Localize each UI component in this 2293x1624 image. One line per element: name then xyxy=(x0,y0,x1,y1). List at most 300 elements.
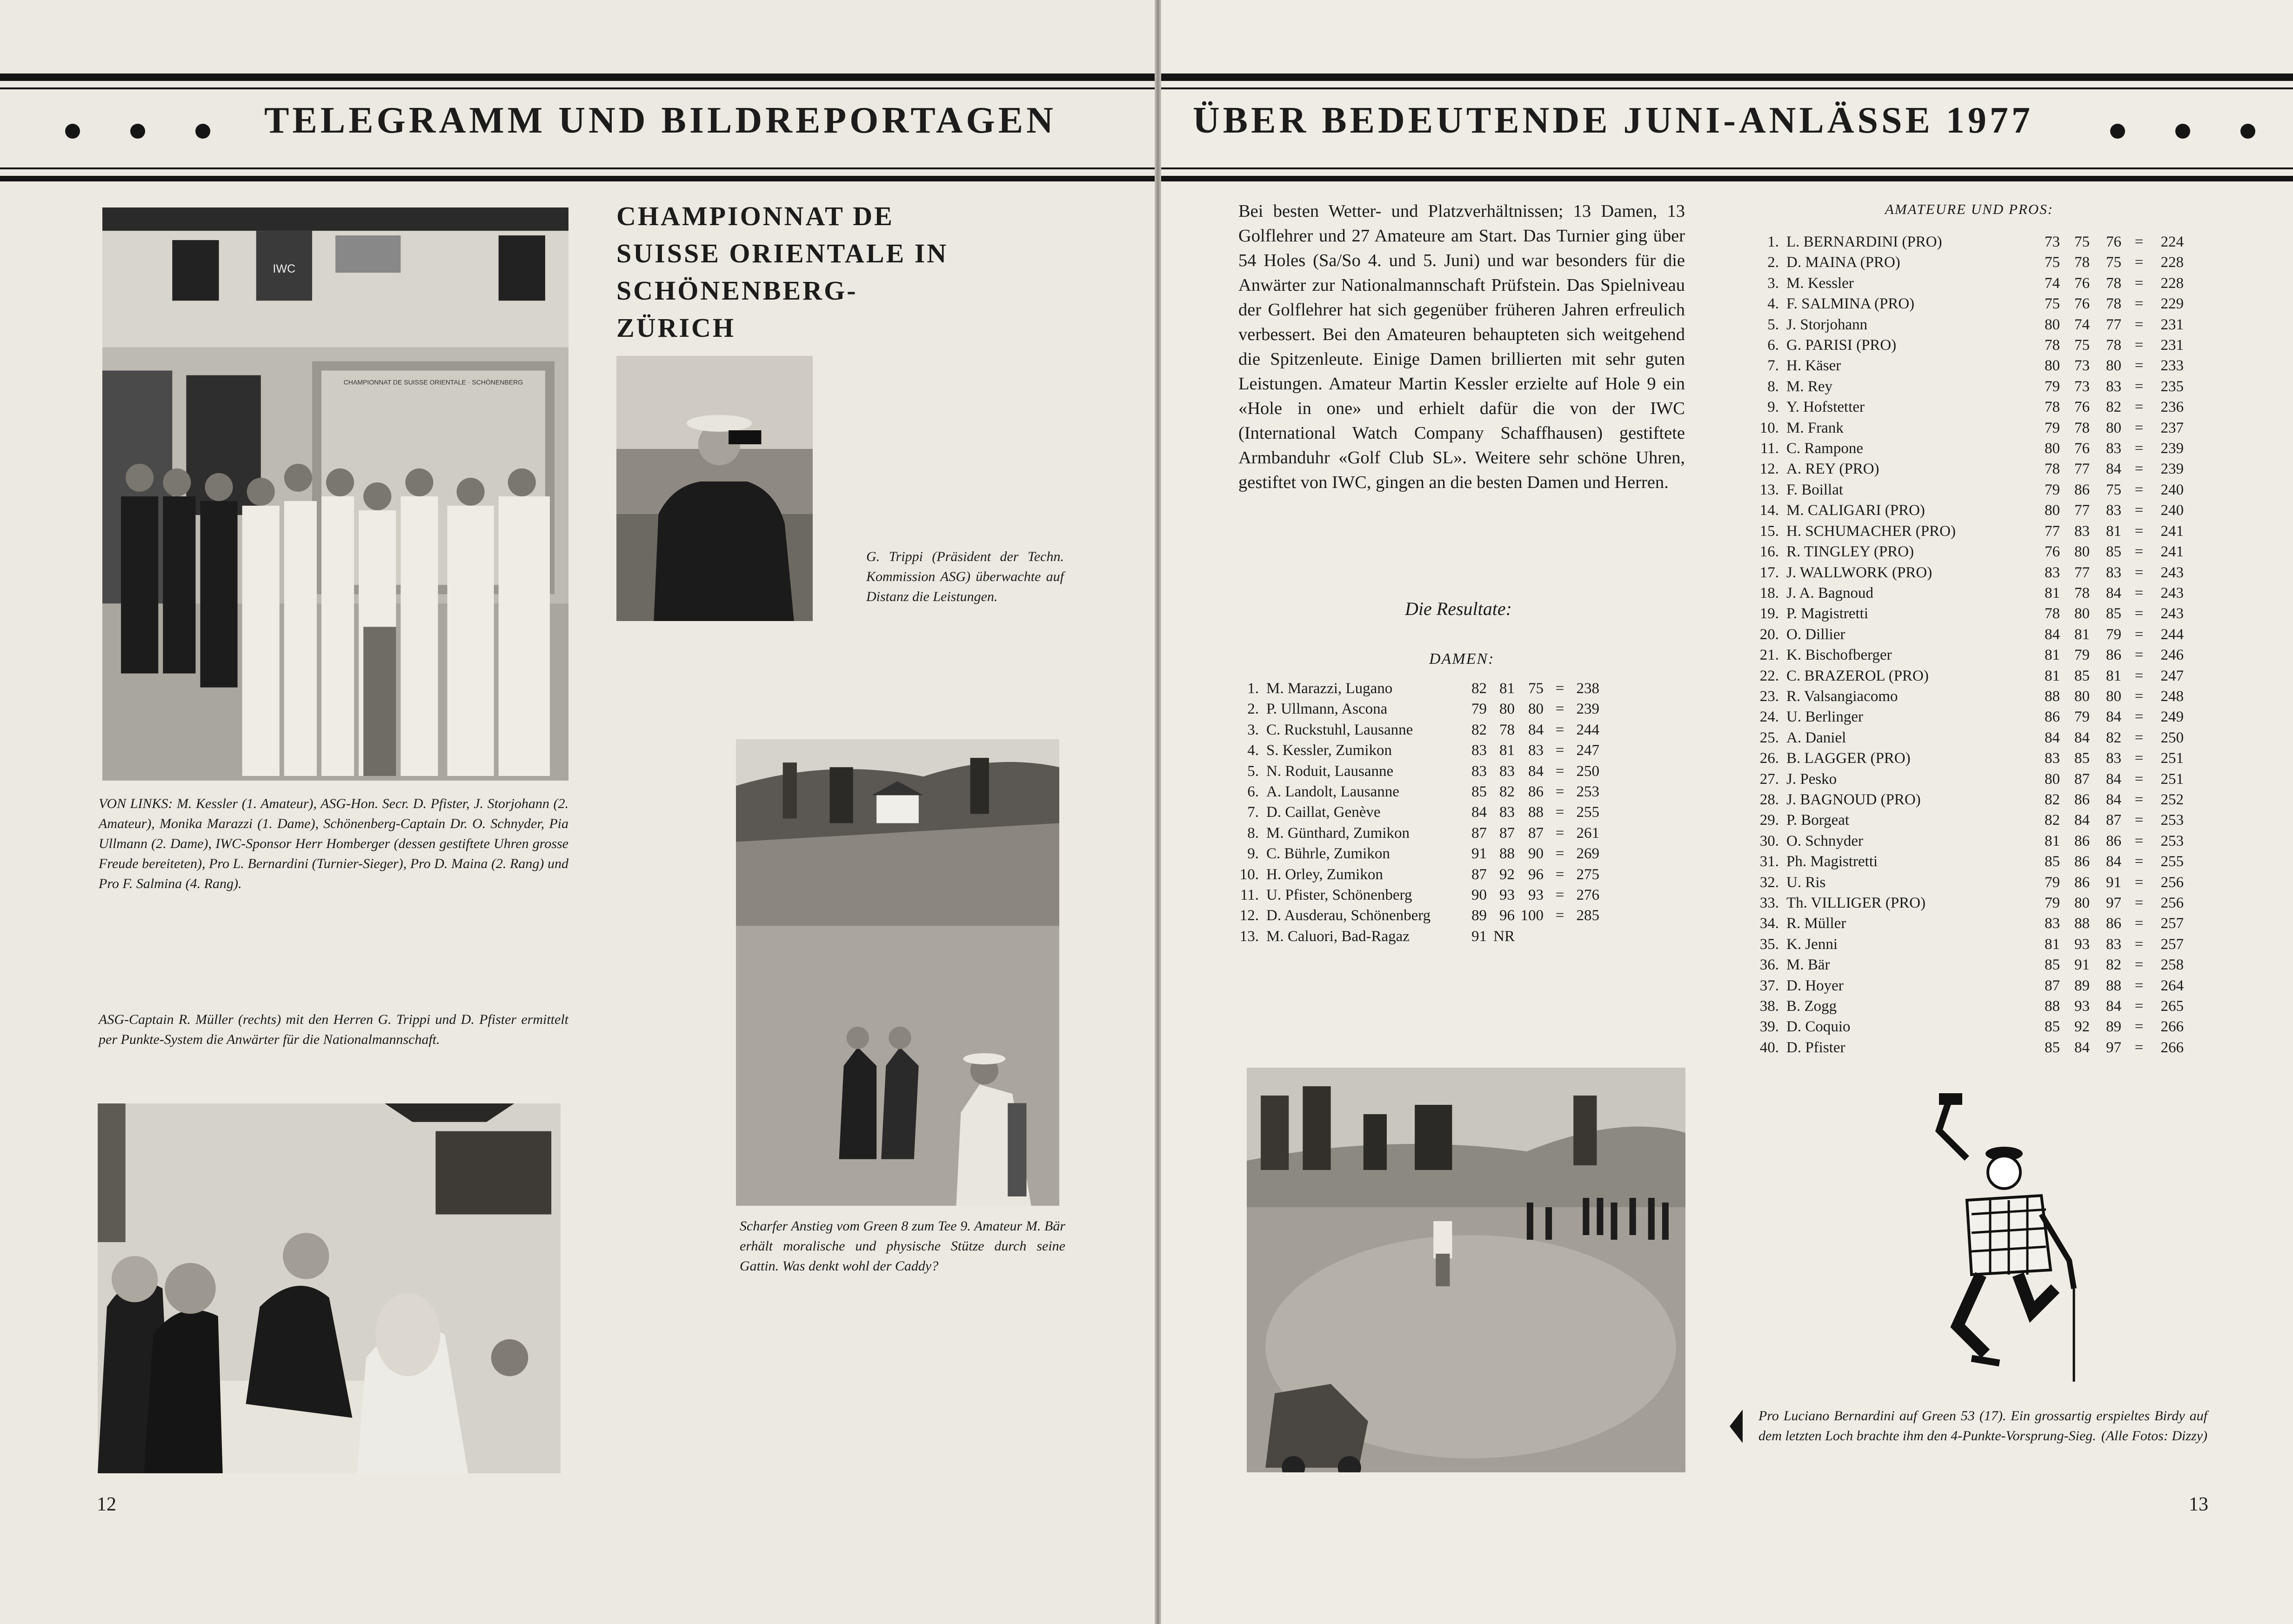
round1-cell: 79 xyxy=(1471,701,1487,718)
total-cell: 243 xyxy=(2160,584,2184,601)
result-row xyxy=(1758,583,2184,603)
round3-cell: 86 xyxy=(1528,783,1544,801)
total-cell: 250 xyxy=(1576,762,1599,780)
round3-cell: 88 xyxy=(2106,977,2121,994)
round3-cell: 76 xyxy=(2106,234,2121,250)
name-cell: U. Pfister, Schönenberg xyxy=(1266,887,1412,904)
equals-cell: = xyxy=(2134,812,2144,829)
round2-cell: 92 xyxy=(2074,1018,2090,1036)
round1-cell: 82 xyxy=(2045,791,2060,808)
result-row xyxy=(1238,843,1599,864)
rank-cell: 29. xyxy=(1759,812,1779,829)
equals-cell: = xyxy=(2134,874,2144,891)
result-row xyxy=(1758,314,2184,335)
result-row xyxy=(1238,864,1599,885)
result-row xyxy=(1758,748,2184,769)
name-cell: M. Marazzi, Lugano xyxy=(1266,680,1393,697)
name-cell: J. Pesko xyxy=(1786,770,1837,788)
round1-cell: 78 xyxy=(2045,399,2060,416)
name-cell: D. Pfister xyxy=(1786,1039,1845,1056)
result-row xyxy=(1758,831,2184,851)
round2-cell: 93 xyxy=(2074,936,2090,953)
round3-cell: 90 xyxy=(1528,845,1544,862)
round1-cell: 81 xyxy=(2045,584,2060,601)
rank-cell: 5. xyxy=(1247,762,1259,780)
result-row xyxy=(1758,1016,2184,1037)
result-row xyxy=(1758,603,2184,624)
round1-cell: 84 xyxy=(2045,729,2060,746)
result-row xyxy=(1758,562,2184,583)
result-row xyxy=(1238,782,1599,802)
total-cell: 258 xyxy=(2160,956,2184,974)
page-gutter xyxy=(1155,0,1161,1624)
total-cell: 240 xyxy=(2160,502,2184,519)
round1-cell: 80 xyxy=(2045,440,2060,457)
round2-cell: 75 xyxy=(2074,337,2090,354)
round1-cell: 81 xyxy=(2045,667,2060,684)
round2-cell: 93 xyxy=(1499,887,1515,904)
round2-cell: 81 xyxy=(2074,626,2090,643)
rank-cell: 10. xyxy=(1239,866,1259,883)
round1-cell: 80 xyxy=(2045,357,2060,374)
round3-cell: 84 xyxy=(1528,721,1544,738)
result-row xyxy=(1758,976,2184,996)
total-cell: 269 xyxy=(1576,845,1599,862)
total-cell: 239 xyxy=(2160,440,2184,457)
round2-cell: 75 xyxy=(2074,234,2090,250)
rank-cell: 12. xyxy=(1759,461,1779,478)
total-cell: 228 xyxy=(2160,254,2184,271)
result-row xyxy=(1238,823,1599,843)
bullet-dot xyxy=(65,124,80,139)
equals-cell xyxy=(1548,926,1571,947)
total-cell: 257 xyxy=(2160,936,2184,953)
round3-cell: 78 xyxy=(2106,274,2121,292)
round3-cell: 81 xyxy=(2106,667,2121,684)
name-cell: Th. VILLIGER (PRO) xyxy=(1786,895,1926,911)
result-row xyxy=(1758,480,2184,500)
rank-cell: 19. xyxy=(1759,605,1779,622)
rank-cell: 5. xyxy=(1767,316,1779,333)
round1-cell: 91 xyxy=(1471,928,1487,945)
total-cell: 241 xyxy=(2160,543,2184,561)
rank-cell: 4. xyxy=(1247,742,1259,759)
equals-cell: = xyxy=(2134,729,2144,746)
equals-cell: = xyxy=(2134,234,2144,250)
iwc-sign-text: IWC xyxy=(273,262,296,276)
round2-cell: 77 xyxy=(2074,502,2090,519)
round3-cell: 86 xyxy=(2106,832,2121,849)
equals-cell: = xyxy=(2134,977,2144,994)
result-row xyxy=(1758,335,2184,355)
round2-cell: 88 xyxy=(1499,845,1515,862)
round1-cell: 84 xyxy=(1471,804,1487,821)
round2-cell: 77 xyxy=(2074,461,2090,478)
round3-cell: 84 xyxy=(2106,791,2121,808)
round3-cell: 85 xyxy=(2106,543,2121,561)
round1-cell: 87 xyxy=(1471,866,1487,883)
equals-cell: = xyxy=(2134,316,2144,333)
rank-cell: 11. xyxy=(1760,440,1779,457)
equals-cell: = xyxy=(1555,762,1564,780)
rank-cell: 33. xyxy=(1759,895,1779,911)
rank-cell: 30. xyxy=(1759,832,1779,849)
total-cell: 231 xyxy=(2160,337,2184,354)
caption-mueller: ASG-Captain R. Müller (rechts) mit den Herren G. Trippi und D. Pfister ermittelt per Punkte-System die Anwärter für die Nationalmannschaft. xyxy=(99,1012,568,1047)
result-row xyxy=(1238,678,1599,699)
round2-cell: 79 xyxy=(2074,708,2090,726)
name-cell: A. Landolt, Lausanne xyxy=(1266,783,1399,801)
result-row xyxy=(1758,851,2184,872)
name-cell: P. Borgeat xyxy=(1786,812,1850,829)
name-cell: M. Caluori, Bad-Ragaz xyxy=(1266,928,1410,945)
equals-cell: = xyxy=(2134,956,2144,974)
rank-cell: 22. xyxy=(1759,667,1779,684)
equals-cell: = xyxy=(2134,688,2144,705)
result-row xyxy=(1238,885,1599,905)
name-cell: M. Kessler xyxy=(1786,274,1854,292)
total-cell: 285 xyxy=(1576,907,1599,924)
round1-cell: 83 xyxy=(2045,750,2060,767)
equals-cell: = xyxy=(2134,254,2144,271)
total-cell: 275 xyxy=(1576,866,1599,883)
round1-cell: 79 xyxy=(2045,481,2060,498)
rank-cell: 12. xyxy=(1239,907,1259,924)
name-cell: A. REY (PRO) xyxy=(1786,461,1879,478)
name-cell: U. Berlinger xyxy=(1786,708,1863,726)
round3-cell: 84 xyxy=(2106,770,2121,788)
round1-cell: 82 xyxy=(2045,812,2060,829)
header-band-right xyxy=(1161,74,2293,181)
total-cell: 276 xyxy=(1576,887,1599,904)
rank-cell: 25. xyxy=(1759,729,1779,746)
total-cell: 253 xyxy=(2160,812,2184,829)
round2-cell: 91 xyxy=(2074,956,2090,974)
result-row xyxy=(1238,905,1599,926)
round1-cell: 81 xyxy=(2045,647,2060,664)
result-row xyxy=(1238,761,1599,782)
rank-cell: 9. xyxy=(1247,845,1259,862)
equals-cell: = xyxy=(2134,853,2144,870)
equals-cell: = xyxy=(2134,770,2144,788)
round2-cell: 86 xyxy=(2074,853,2090,870)
round2-cell: 83 xyxy=(2074,522,2090,540)
equals-cell: = xyxy=(2134,440,2144,457)
name-cell: O. Dillier xyxy=(1786,626,1845,643)
round1-cell: 78 xyxy=(2045,605,2060,622)
name-cell: B. LAGGER (PRO) xyxy=(1786,750,1911,767)
round1-cell: 74 xyxy=(2045,274,2060,292)
rank-cell: 13. xyxy=(1759,481,1779,498)
name-cell: R. TINGLEY (PRO) xyxy=(1786,543,1914,561)
round3-cell: 83 xyxy=(2106,750,2121,767)
rank-cell: 8. xyxy=(1767,378,1779,395)
rank-cell: 6. xyxy=(1767,337,1779,354)
name-cell: O. Schnyder xyxy=(1786,832,1863,849)
round1-cell: 80 xyxy=(2045,316,2060,333)
round3-cell: 100 xyxy=(1520,907,1544,924)
total-cell: 239 xyxy=(2160,461,2184,478)
round2-cell: 80 xyxy=(2074,543,2090,561)
round2-cell: 86 xyxy=(2074,832,2090,849)
name-cell: L. BERNARDINI (PRO) xyxy=(1786,234,1942,250)
amateure-title: AMATEURE UND PROS: xyxy=(1885,201,2054,217)
round3-cell: 96 xyxy=(1528,866,1544,883)
round1-cell: 88 xyxy=(2045,998,2060,1015)
round1-cell: 90 xyxy=(1471,887,1487,904)
equals-cell: = xyxy=(1555,783,1564,801)
round2-cell: 80 xyxy=(2074,605,2090,622)
rank-cell: 32. xyxy=(1759,874,1779,891)
equals-cell: = xyxy=(2134,584,2144,601)
name-cell: Y. Hofstetter xyxy=(1786,399,1865,416)
total-cell: 239 xyxy=(1576,701,1599,718)
round2-cell: 84 xyxy=(2074,812,2090,829)
result-row xyxy=(1758,769,2184,789)
rank-cell: 15. xyxy=(1759,522,1779,540)
round3-cell: 87 xyxy=(1528,824,1544,842)
round2-cell: 73 xyxy=(2074,378,2090,395)
result-row xyxy=(1758,459,2184,479)
total-cell: 252 xyxy=(2160,791,2184,808)
rank-cell: 3. xyxy=(1247,721,1259,738)
round2-cell: 78 xyxy=(2074,254,2090,271)
equals-cell: = xyxy=(2134,1018,2144,1036)
result-row xyxy=(1758,893,2184,913)
round2-cell: 74 xyxy=(2074,316,2090,333)
result-row xyxy=(1758,996,2184,1016)
caption-green8: Scharfer Anstieg vom Green 8 zum Tee 9. Amateur M. Bär erhält moralische und physische Stütze durch seine Gattin. Was denkt wohl der Caddy? xyxy=(740,1218,1065,1274)
total-cell: 256 xyxy=(2160,895,2184,911)
equals-cell: = xyxy=(2134,750,2144,767)
result-row xyxy=(1758,418,2184,438)
name-cell: K. Jenni xyxy=(1786,936,1838,953)
name-cell: D. Ausderau, Schönenberg xyxy=(1266,907,1431,924)
name-cell: D. Hoyer xyxy=(1786,977,1844,994)
rank-cell: 3. xyxy=(1767,274,1779,292)
round2-cell: 80 xyxy=(2074,688,2090,705)
equals-cell: = xyxy=(1555,887,1564,904)
round3-cell: 93 xyxy=(1528,887,1544,904)
round2-cell: NR xyxy=(1493,928,1515,945)
round2-cell: 81 xyxy=(1499,680,1515,697)
name-cell: J. Storjohann xyxy=(1786,316,1868,333)
result-row xyxy=(1758,355,2184,376)
round3-cell: 84 xyxy=(2106,853,2121,870)
rank-cell: 9. xyxy=(1767,399,1779,416)
round3-cell: 84 xyxy=(2106,461,2121,478)
equals-cell: = xyxy=(2134,1039,2144,1056)
result-row xyxy=(1758,872,2184,893)
equals-cell: = xyxy=(2134,274,2144,292)
round2-cell: 92 xyxy=(1499,866,1515,883)
total-cell xyxy=(1571,926,1599,947)
rank-cell: 28. xyxy=(1759,791,1779,808)
total-cell: 265 xyxy=(2160,998,2184,1015)
total-cell: 247 xyxy=(2160,667,2184,684)
round3-cell: 86 xyxy=(2106,915,2121,932)
equals-cell: = xyxy=(2134,832,2144,849)
total-cell: 236 xyxy=(2160,399,2184,416)
round2-cell: 87 xyxy=(2074,770,2090,788)
bullet-dot xyxy=(2240,124,2255,139)
round1-cell: 82 xyxy=(1471,680,1487,697)
name-cell: U. Ris xyxy=(1786,874,1826,891)
equals-cell: = xyxy=(2134,605,2144,622)
bullet-dot xyxy=(130,124,145,139)
equals-cell: = xyxy=(2134,295,2144,313)
total-cell: 243 xyxy=(2160,564,2184,581)
header-title-right: ÜBER BEDEUTENDE JUNI-ANLÄSSE 1977 xyxy=(1193,100,2033,141)
name-cell: C. Rampone xyxy=(1786,440,1863,457)
name-cell: M. Rey xyxy=(1786,378,1832,395)
round1-cell: 83 xyxy=(2045,564,2060,581)
rank-cell: 21. xyxy=(1759,647,1779,664)
round2-cell: 83 xyxy=(1499,804,1515,821)
round3-cell: 83 xyxy=(2106,936,2121,953)
round1-cell: 78 xyxy=(2045,337,2060,354)
round1-cell: 80 xyxy=(2045,770,2060,788)
round1-cell: 79 xyxy=(2045,895,2060,911)
round3-cell: 83 xyxy=(2106,440,2121,457)
round2-cell: 80 xyxy=(2074,895,2090,911)
rank-cell: 39. xyxy=(1759,1018,1779,1036)
total-cell: 243 xyxy=(2160,605,2184,622)
damen-results-table xyxy=(1238,678,1599,947)
damen-title: DAMEN: xyxy=(1429,650,1495,668)
equals-cell: = xyxy=(2134,378,2144,395)
result-row xyxy=(1238,699,1599,719)
equals-cell: = xyxy=(1555,742,1564,759)
name-cell: R. Valsangiacomo xyxy=(1786,688,1898,705)
equals-cell: = xyxy=(2134,667,2144,684)
round3-cell: 97 xyxy=(2106,1039,2121,1056)
total-cell: 233 xyxy=(2160,357,2184,374)
result-row xyxy=(1758,273,2184,294)
equals-cell: = xyxy=(2134,399,2144,416)
equals-cell: = xyxy=(1555,845,1564,862)
name-cell: P. Ullmann, Ascona xyxy=(1266,701,1388,718)
board-title-text: CHAMPIONNAT DE SUISSE ORIENTALE · SCHÖNENBERG xyxy=(343,378,523,386)
total-cell: 266 xyxy=(2160,1039,2184,1056)
name-cell: C. BRAZEROL (PRO) xyxy=(1786,667,1929,684)
equals-cell: = xyxy=(2134,419,2144,436)
name-cell: D. Coquio xyxy=(1786,1018,1851,1036)
result-row xyxy=(1758,810,2184,830)
total-cell: 246 xyxy=(2160,647,2184,664)
round2-cell: 76 xyxy=(2074,274,2090,292)
round2-cell: 76 xyxy=(2074,295,2090,313)
amateure-results-table xyxy=(1758,232,2184,1058)
equals-cell: = xyxy=(2134,481,2144,498)
round3-cell: 83 xyxy=(2106,502,2121,519)
rank-cell: 10. xyxy=(1759,419,1779,436)
result-row xyxy=(1758,913,2184,934)
result-row xyxy=(1758,789,2184,810)
round3-cell: 83 xyxy=(2106,378,2121,395)
total-cell: 250 xyxy=(2160,729,2184,746)
round1-cell: 78 xyxy=(2045,461,2060,478)
round3-cell xyxy=(1519,926,1548,947)
round2-cell: 85 xyxy=(2074,750,2090,767)
round1-cell: 83 xyxy=(2045,915,2060,932)
page-number-right: 13 xyxy=(2189,1494,2208,1515)
page-number-left: 12 xyxy=(97,1494,116,1515)
round3-cell: 80 xyxy=(2106,357,2121,374)
round2-cell: 88 xyxy=(2074,915,2090,932)
round3-cell: 87 xyxy=(2106,812,2121,829)
rank-cell: 37. xyxy=(1759,977,1779,994)
round3-cell: 78 xyxy=(2106,337,2121,354)
total-cell: 251 xyxy=(2160,770,2184,788)
total-cell: 253 xyxy=(2160,832,2184,849)
header-band-left xyxy=(0,74,1155,181)
caption-trippi: G. Trippi (Präsident der Techn. Kommission ASG) überwachte auf Distanz die Leistungen. xyxy=(866,549,1064,604)
result-row xyxy=(1758,624,2184,645)
round2-cell: 89 xyxy=(2074,977,2090,994)
name-cell: F. Boillat xyxy=(1786,481,1844,498)
round1-cell: 73 xyxy=(2045,234,2060,250)
round1-cell: 77 xyxy=(2045,522,2060,540)
total-cell: 264 xyxy=(2160,977,2184,994)
equals-cell: = xyxy=(2134,895,2144,911)
result-row xyxy=(1758,376,2184,397)
result-row xyxy=(1758,397,2184,417)
total-cell: 253 xyxy=(1576,783,1599,801)
round1-cell: 85 xyxy=(1471,783,1487,801)
round3-cell: 77 xyxy=(2106,316,2121,333)
total-cell: 231 xyxy=(2160,316,2184,333)
photo-scoring-table xyxy=(98,1103,561,1473)
name-cell: G. PARISI (PRO) xyxy=(1786,337,1897,354)
photo-putting-green xyxy=(1247,1068,1685,1472)
result-row xyxy=(1238,720,1599,740)
rank-cell: 23. xyxy=(1759,688,1779,705)
result-row xyxy=(1758,252,2184,273)
equals-cell: = xyxy=(2134,791,2144,808)
total-cell: 240 xyxy=(2160,481,2184,498)
rank-cell: 6. xyxy=(1247,783,1259,801)
total-cell: 244 xyxy=(1576,721,1599,738)
header-title-left: TELEGRAMM UND BILDREPORTAGEN xyxy=(264,100,1056,141)
round2-cell: 78 xyxy=(1499,721,1515,738)
round2-cell: 76 xyxy=(2074,399,2090,416)
round2-cell: 93 xyxy=(2074,998,2090,1015)
equals-cell: = xyxy=(2134,502,2144,519)
equals-cell: = xyxy=(2134,543,2144,561)
photo-credit: (Alle Fotos: Dizzy) xyxy=(2101,1428,2207,1444)
total-cell: 257 xyxy=(2160,915,2184,932)
total-cell: 244 xyxy=(2160,626,2184,643)
total-cell: 224 xyxy=(2160,234,2184,250)
total-cell: 256 xyxy=(2160,874,2184,891)
equals-cell: = xyxy=(1555,804,1564,821)
round3-cell: 84 xyxy=(2106,998,2121,1015)
result-row xyxy=(1758,500,2184,521)
name-cell: J. WALLWORK (PRO) xyxy=(1786,564,1932,581)
equals-cell: = xyxy=(1555,701,1564,718)
round3-cell: 84 xyxy=(1528,762,1544,780)
name-cell: F. SALMINA (PRO) xyxy=(1786,295,1915,313)
total-cell: 255 xyxy=(2160,853,2184,870)
round2-cell: 87 xyxy=(1499,824,1515,842)
rank-cell: 36. xyxy=(1759,956,1779,974)
result-row xyxy=(1758,955,2184,975)
result-row xyxy=(1758,934,2184,955)
caption-group: VON LINKS: M. Kessler (1. Amateur), ASG-Hon. Secr. D. Pfister, J. Storjohann (2. Amateur), Monika Marazzi (1. Dame), Schönenberg-Captain Dr. O. Schnyder, Pia Ullmann (2. Dame), IWC-Sponsor Herr Homberger (dessen gestiftete Uhren grosse Freude bereiteten), Pro L. Bernardini (Turnier-Sieger), Pro D. Maina (2. Rang) und Pro F. Salmina (4. Rang). xyxy=(99,796,568,891)
result-row xyxy=(1758,686,2184,707)
round1-cell: 88 xyxy=(2045,688,2060,705)
